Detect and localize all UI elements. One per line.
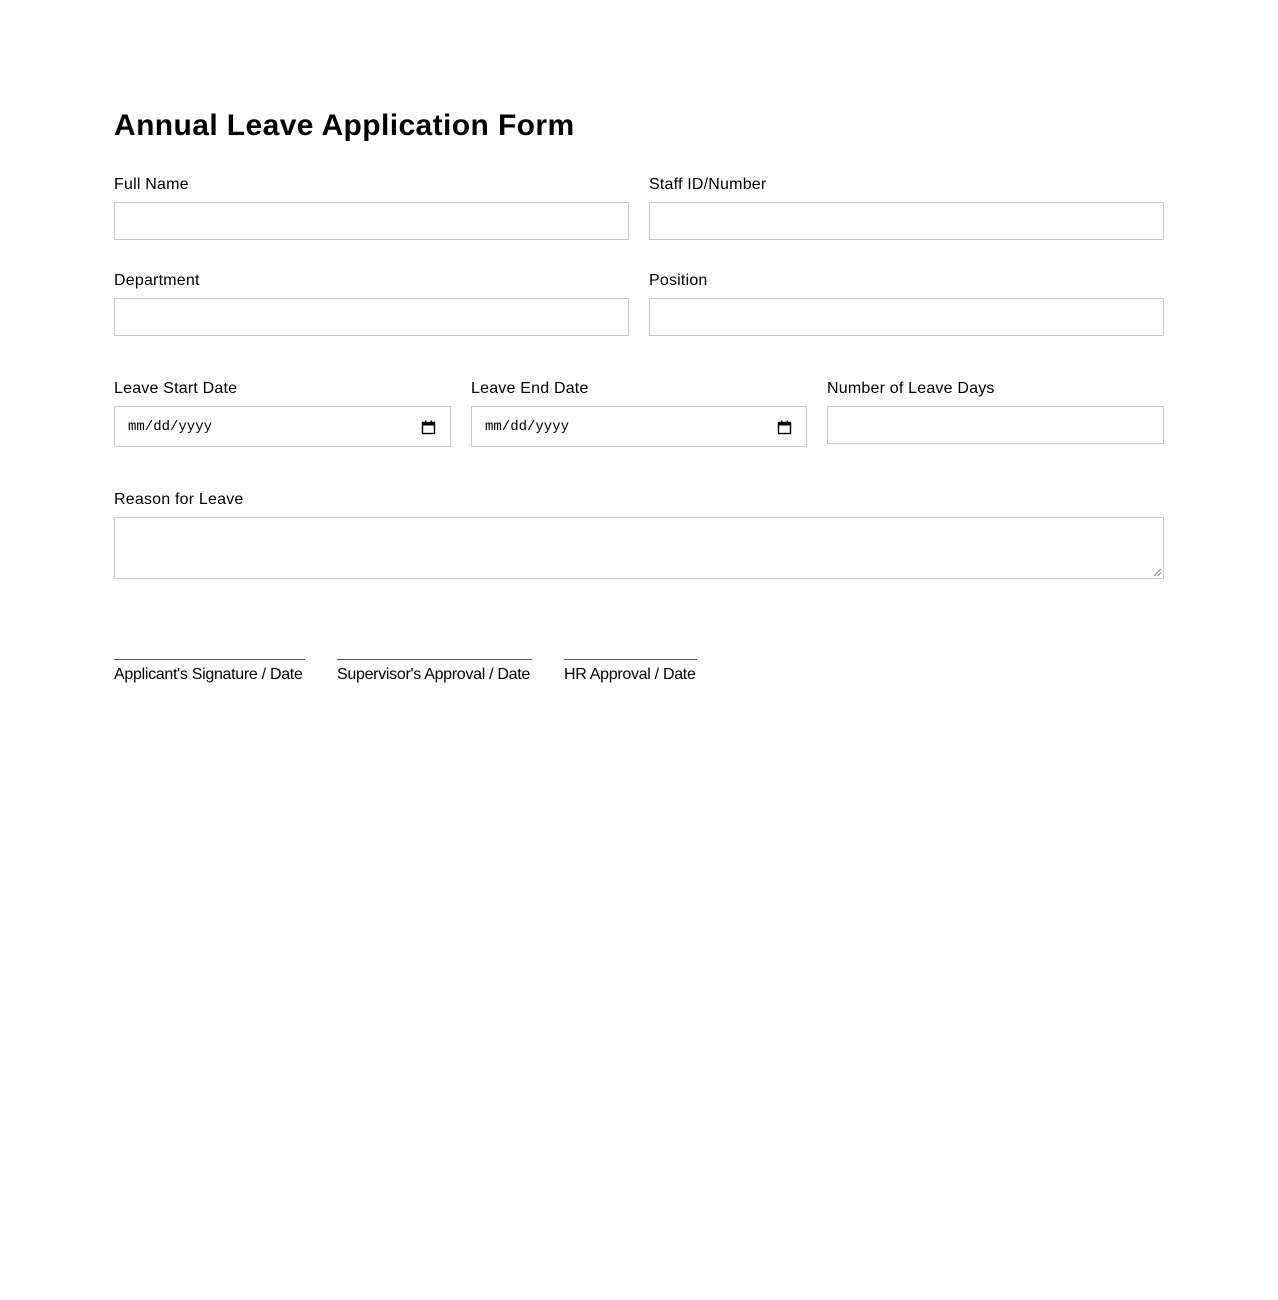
full-name-input[interactable] — [114, 202, 629, 240]
leave-start-date-label: Leave Start Date — [114, 380, 238, 397]
hr-approval-line — [564, 659, 697, 660]
leave-start-date-input[interactable] — [114, 406, 451, 447]
department-input[interactable] — [114, 298, 629, 336]
supervisor-approval-line — [337, 659, 532, 660]
calendar-icon[interactable] — [777, 420, 792, 435]
leave-end-date-input[interactable] — [471, 406, 807, 447]
staff-id-input[interactable] — [649, 202, 1164, 240]
supervisor-approval-label: Supervisor's Approval / Date — [337, 666, 530, 683]
resize-handle-icon[interactable] — [1152, 567, 1162, 577]
hr-approval-label: HR Approval / Date — [564, 666, 696, 683]
reason-label: Reason for Leave — [114, 491, 244, 508]
leave-days-label: Number of Leave Days — [827, 380, 995, 397]
applicant-signature-line — [114, 659, 305, 660]
reason-textarea[interactable] — [114, 517, 1164, 579]
calendar-icon[interactable] — [421, 420, 436, 435]
staff-id-label: Staff ID/Number — [649, 176, 767, 193]
position-label: Position — [649, 272, 708, 289]
position-input[interactable] — [649, 298, 1164, 336]
department-label: Department — [114, 272, 200, 289]
leave-end-date-label: Leave End Date — [471, 380, 589, 397]
page-title: Annual Leave Application Form — [114, 109, 575, 142]
applicant-signature-label: Applicant's Signature / Date — [114, 666, 303, 683]
leave-end-date-placeholder: mm/dd/yyyy — [485, 419, 570, 435]
full-name-label: Full Name — [114, 176, 189, 193]
leave-start-date-placeholder: mm/dd/yyyy — [128, 419, 213, 435]
leave-days-input[interactable] — [827, 406, 1164, 444]
